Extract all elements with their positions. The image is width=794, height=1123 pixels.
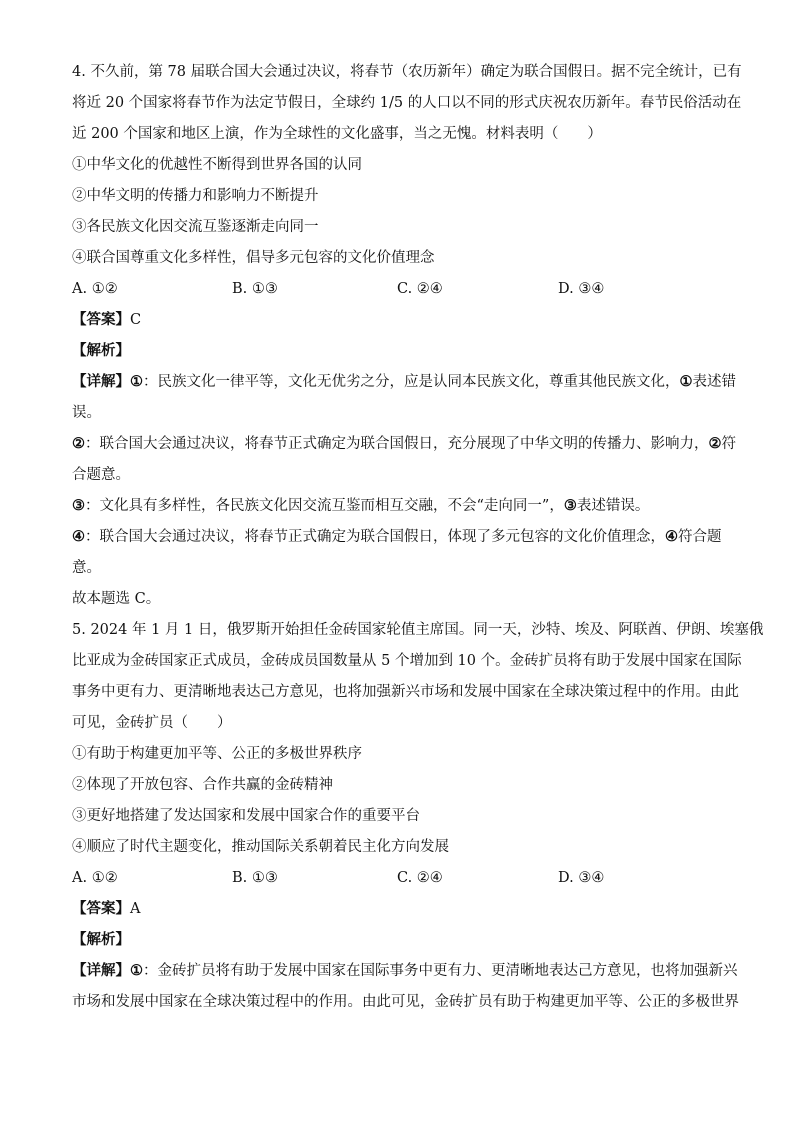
detail-4-text: ：联合国大会通过决议，将春节正式确定为联合国假日，体现了多元包容的文化价值理念， bbox=[85, 529, 665, 545]
question-4-detail-1-line-2: 误。 bbox=[72, 405, 101, 421]
question-5-statement-4: ④顺应了时代主题变化，推动国际关系朝着民主化方向发展 bbox=[72, 839, 449, 855]
option-c: C. ②④ bbox=[397, 281, 443, 297]
question-4-statement-1: ①中华文化的优越性不断得到世界各国的认同 bbox=[72, 157, 362, 173]
question-5 bbox=[72, 620, 764, 1023]
question-5-stem-line-4: 可见，金砖扩员（ ） bbox=[72, 715, 232, 731]
question-5-statement-1: ①有助于构建更加平等、公正的多极世界秩序 bbox=[72, 746, 362, 762]
question-4-detail-4 bbox=[72, 527, 722, 558]
detail-label: 【详解】 bbox=[72, 374, 130, 390]
answer-value: A bbox=[130, 901, 141, 917]
option-b: B. ①③ bbox=[232, 870, 278, 886]
question-4-statement-4: ④联合国尊重文化多样性，倡导多元包容的文化价值理念 bbox=[72, 250, 435, 266]
question-4-analysis-label bbox=[72, 341, 722, 372]
detail-2-mark-2: ② bbox=[708, 435, 722, 452]
question-5-statement-2: ②体现了开放包容、合作共赢的金砖精神 bbox=[72, 777, 333, 793]
detail-1-end: 表述错 bbox=[692, 374, 736, 390]
option-c: C. ②④ bbox=[397, 870, 443, 886]
question-5-detail-1 bbox=[72, 961, 738, 992]
option-a: A. ①② bbox=[72, 870, 118, 886]
detail-4-mark-2: ④ bbox=[665, 528, 678, 545]
detail-3-mark-2: ③ bbox=[563, 497, 577, 514]
detail-1-mark: ① bbox=[130, 962, 143, 979]
analysis-label: 【解析】 bbox=[72, 343, 130, 359]
answer-label: 【答案】 bbox=[72, 312, 130, 328]
detail-2-mark: ② bbox=[72, 435, 85, 452]
detail-2-text: ：联合国大会通过决议，将春节正式确定为联合国假日，充分展现了中华文明的传播力、影响力， bbox=[85, 436, 709, 452]
answer-value: C bbox=[130, 312, 142, 328]
question-5-stem-line-2: 比亚成为金砖国家正式成员，金砖成员国数量从 5 个增加到 10 个。金砖扩员将有助于发展中国家在国际 bbox=[72, 653, 742, 669]
question-4 bbox=[72, 62, 742, 620]
question-4-conclusion: 故本题选 C。 bbox=[72, 591, 161, 607]
detail-1-text: ：民族文化一律平等，文化无优劣之分，应是认同本民族文化，尊重其他民族文化， bbox=[143, 374, 680, 390]
question-4-stem-line-2: 将近 20 个国家将春节作为法定节假日，全球约 1/5 的人口以不同的形式庆祝农历新年。春节民俗活动在 bbox=[72, 95, 742, 111]
question-5-stem-line-1: 5. 2024 年 1 月 1 日，俄罗斯开始担任金砖国家轮值主席国。同一天，沙特、埃及、阿联酋、伊朗、埃塞俄 bbox=[72, 622, 764, 638]
question-4-detail-2 bbox=[72, 434, 736, 465]
option-d: D. ③④ bbox=[558, 281, 605, 297]
question-5-answer bbox=[72, 899, 722, 930]
detail-2-end: 符 bbox=[721, 436, 736, 452]
question-4-stem-line-3: 近 200 个国家和地区上演，作为全球性的文化盛事，当之无愧。材料表明（ ） bbox=[72, 126, 602, 142]
question-4-statement-2: ②中华文明的传播力和影响力不断提升 bbox=[72, 188, 319, 204]
detail-3-mark: ③ bbox=[72, 497, 85, 514]
detail-label: 【详解】 bbox=[72, 963, 130, 979]
question-4-statement-3: ③各民族文化因交流互鉴逐渐走向同一 bbox=[72, 219, 319, 235]
detail-1-text: ：金砖扩员将有助于发展中国家在国际事务中更有力、更清晰地表达己方意见，也将加强新兴 bbox=[143, 963, 738, 979]
question-5-detail-1-line-2: 市场和发展中国家在全球决策过程中的作用。由此可见，金砖扩员有助于构建更加平等、公正的多极世界 bbox=[72, 994, 739, 1010]
question-5-stem-line-3: 事务中更有力、更清晰地表达己方意见，也将加强新兴市场和发展中国家在全球决策过程中的作用。由此 bbox=[72, 684, 739, 700]
question-5-options bbox=[72, 868, 722, 899]
detail-4-mark: ④ bbox=[72, 528, 85, 545]
question-4-detail-2-line-2: 合题意。 bbox=[72, 467, 130, 483]
question-4-detail-3 bbox=[72, 496, 722, 527]
question-4-detail-4-line-2: 意。 bbox=[72, 560, 101, 576]
analysis-label: 【解析】 bbox=[72, 932, 130, 948]
detail-1-mark: ① bbox=[130, 373, 143, 390]
question-4-answer bbox=[72, 310, 722, 341]
detail-1-mark-2: ① bbox=[679, 373, 693, 390]
question-4-options bbox=[72, 279, 722, 310]
detail-3-text: ：文化具有多样性，各民族文化因交流互鉴而相互交融，不会“走向同一”， bbox=[85, 498, 564, 514]
question-4-stem-line-1: 4. 不久前，第 78 届联合国大会通过决议，将春节（农历新年）确定为联合国假日。据不完全统计，已有 bbox=[72, 64, 742, 80]
detail-3-end: 表述错误。 bbox=[576, 498, 650, 514]
question-5-analysis-label bbox=[72, 930, 722, 961]
answer-label: 【答案】 bbox=[72, 901, 130, 917]
option-b: B. ①③ bbox=[232, 281, 278, 297]
question-4-detail-1 bbox=[72, 372, 736, 403]
detail-4-end: 符合题 bbox=[678, 529, 722, 545]
question-5-statement-3: ③更好地搭建了发达国家和发展中国家合作的重要平台 bbox=[72, 808, 420, 824]
option-d: D. ③④ bbox=[558, 870, 605, 886]
option-a: A. ①② bbox=[72, 281, 118, 297]
document-page bbox=[72, 62, 764, 1023]
